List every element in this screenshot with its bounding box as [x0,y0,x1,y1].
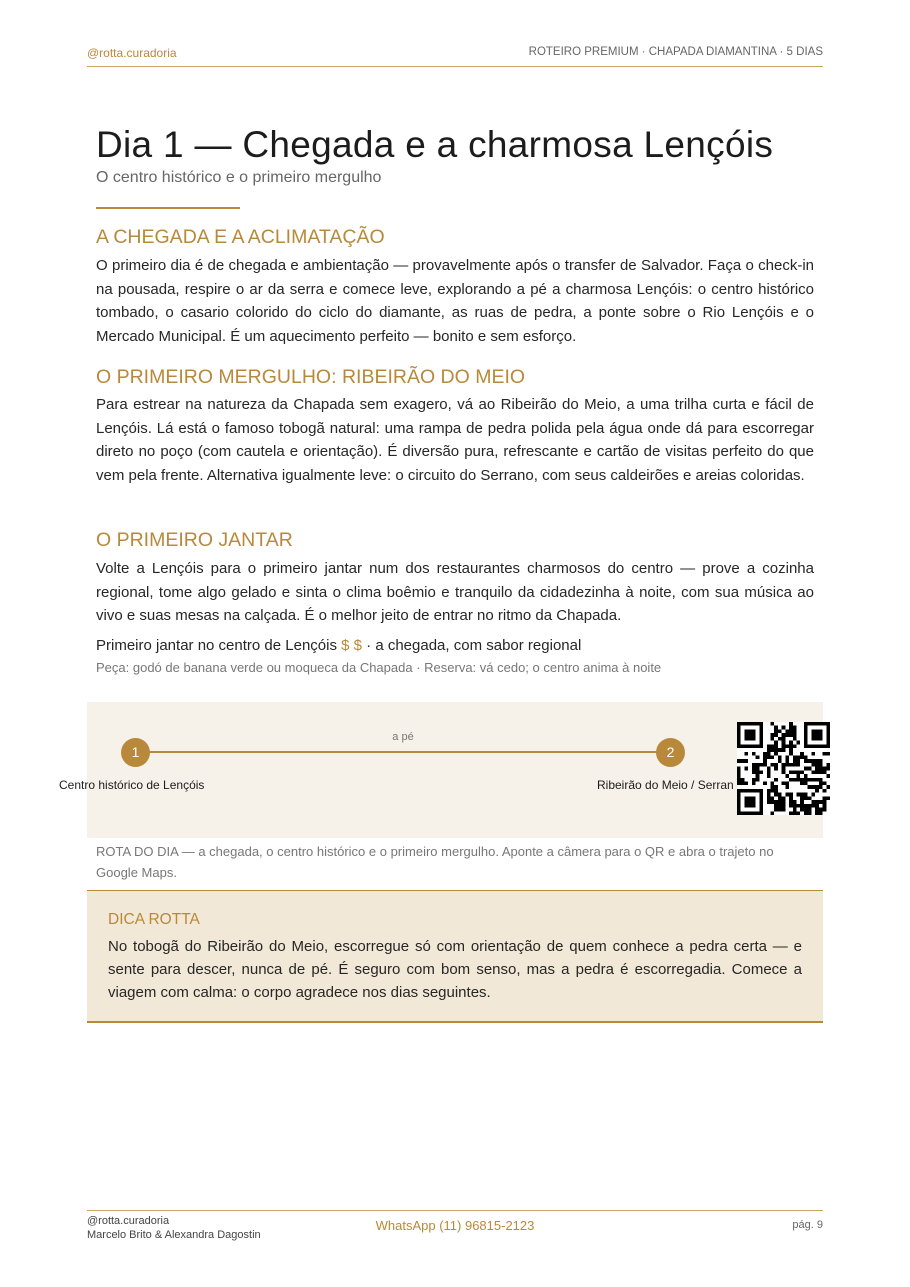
header-handle: @rotta.curadoria [87,46,177,60]
dinner-name: Primeiro jantar no centro de Lençóis [96,637,337,654]
header-doc-label: ROTEIRO PREMIUM · CHAPADA DIAMANTINA · 5 DIAS [528,46,823,58]
route-mode-label: a pé [392,731,414,743]
footer-handle: @rotta.curadoria [87,1215,170,1227]
route-stop-2-marker: 2 [656,738,685,767]
page-number: pág. 9 [792,1219,823,1231]
page-footer [87,1210,823,1241]
section-body-first-dinner: Volte a Lençóis para o primeiro jantar num dos restaurantes charmosos do centro — prove a cozinha regional, tome algo gelado e sinta o clima boêmio e tranquilo da cidadezinha à noite, com sua música ao vivo e suas mesas na calçada. É o melhor jeito de entrar no ritmo da Chapada. [96,560,814,624]
footer-whatsapp[interactable]: WhatsApp (11) 96815-2123 [375,1218,535,1233]
route-line [136,751,671,753]
section-body-arrival: O primeiro dia é de chegada e ambientação — provavelmente após o transfer de Salvador. Faça o check-in na pousada, respire o ar da serra e comece leve, explorando a pé a charmosa Lençóis: o centro histórico tombado, o casario colorido do ciclo do diamante, as ruas de pedra, a ponte sobre o Rio Lençóis e o Mercado Municipal. É um aquecimento perfeito — bonito e sem esforço. [96,257,814,345]
footer-authors: Marcelo Brito & Alexandra Dagostin [87,1229,261,1241]
page-subtitle: O centro histórico e o primeiro mergulho [96,169,382,186]
tip-body: No tobogã do Ribeirão do Meio, escorregue só com orientação de quem conhece a pedra certa — e sente para descer, nunca de pé. É seguro com bom senso, mas a pedra é escorregadia. Comece a viagem com calma: o corpo agradece nos dias seguintes. [108,938,802,1001]
dinner-price: $ $ [341,637,362,654]
qr-code-icon[interactable] [737,722,830,815]
route-map-panel [87,702,823,838]
route-stop-1-marker: 1 [121,738,150,767]
section-heading-first-dip: O PRIMEIRO MERGULHO: RIBEIRÃO DO MEIO [96,366,526,388]
route-stop-1-label: Centro histórico de Lençóis [59,778,205,792]
route-stop-2-label: Ribeirão do Meio / Serran [597,778,734,792]
dinner-note: Peça: godó de banana verde ou moqueca da Chapada · Reserva: vá cedo; o centro anima à noite [96,660,662,675]
page-header [87,46,823,67]
dinner-tagline: · a chegada, com sabor regional [366,637,582,654]
route-caption: ROTA DO DIA — a chegada, o centro histórico e o primeiro mergulho. Aponte a câmera para o QR e abra o trajeto no Google Maps. [96,844,774,880]
dinner-recommendation [96,637,581,654]
tip-title: DICA ROTTA [108,911,200,928]
title-divider [96,207,240,209]
page-title: Dia 1 — Chegada e a charmosa Lençóis [96,124,774,165]
section-body-first-dip: Para estrear na natureza da Chapada sem exagero, vá ao Ribeirão do Meio, a uma trilha curta e fácil de Lençóis. Lá está o famoso tobogã natural: uma rampa de pedra polida pela água onde dá para escorregar direto no poço (com cautela e orientação). É diversão pura, refrescante e cartão de visitas perfeito do que vem pela frente. Alternativa igualmente leve: o circuito do Serrano, com seus caldeirões e areias coloridas. [96,396,814,484]
tip-box [87,890,823,1023]
section-heading-first-dinner: O PRIMEIRO JANTAR [96,529,293,551]
section-heading-arrival: A CHEGADA E A ACLIMATAÇÃO [96,226,385,248]
